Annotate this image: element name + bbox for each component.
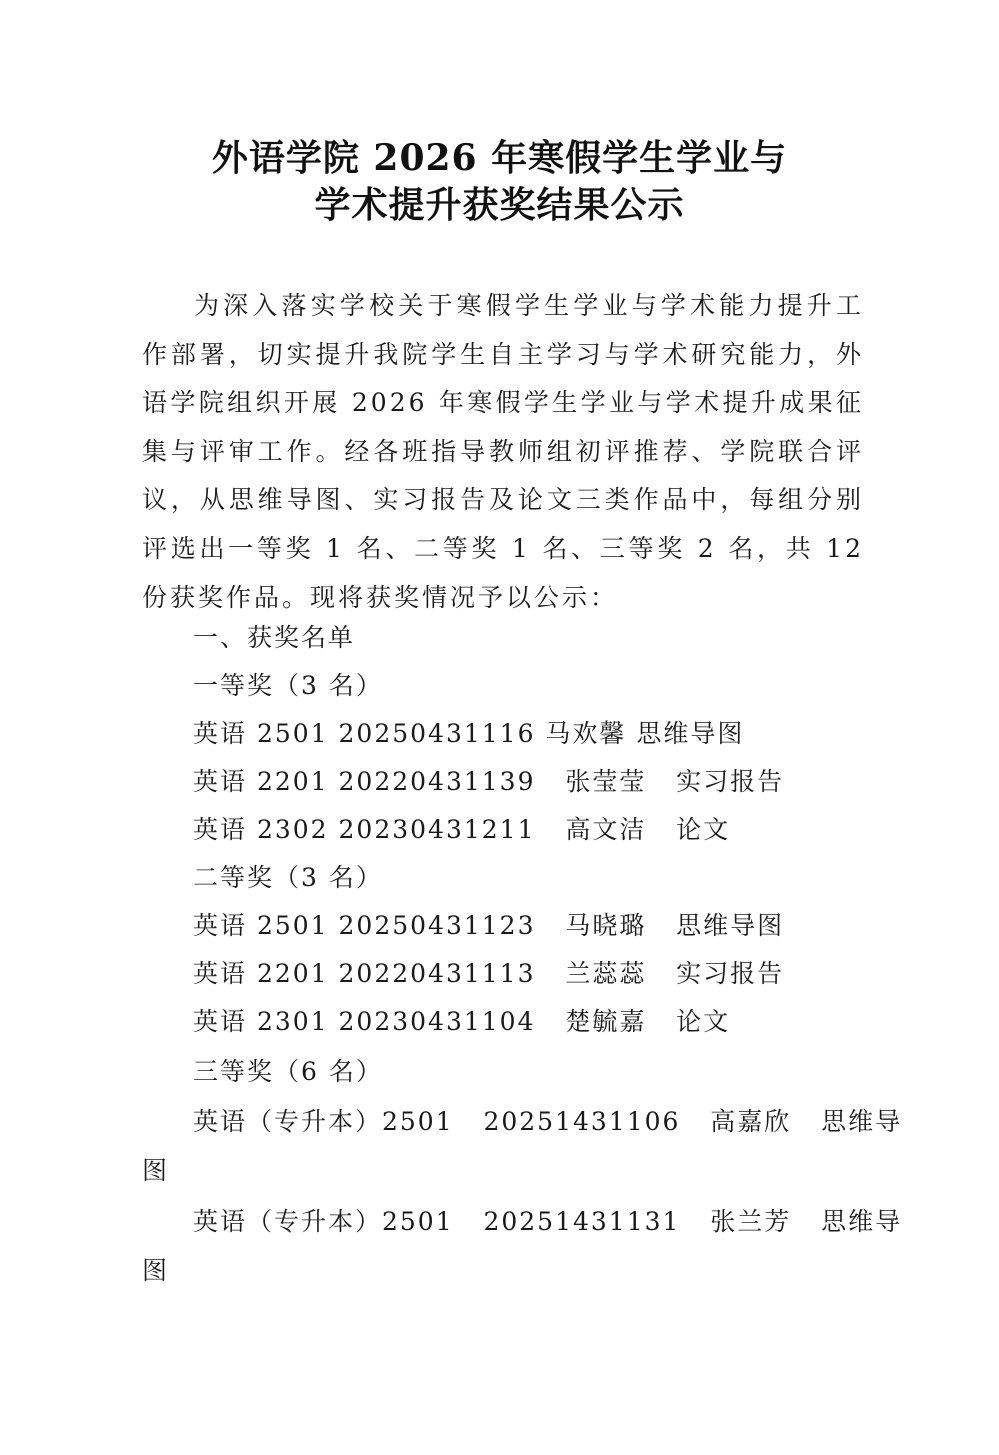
- second-prize-entry: 英语 2501 20250431123 马晓璐 思维导图: [193, 911, 785, 940]
- second-prize-entry: 英语 2201 20220431113 兰蕊蕊 实习报告: [193, 959, 785, 988]
- first-prize-entry: 英语 2302 20230431211 高文洁 论文: [193, 815, 731, 844]
- first-prize-heading: 一等奖（3 名）: [193, 671, 383, 700]
- document-title-line-1: 外语学院 2026 年寒假学生学业与: [211, 137, 788, 179]
- second-prize-heading: 二等奖（3 名）: [193, 863, 383, 892]
- first-prize-entry: 英语 2201 20220431139 张莹莹 实习报告: [193, 767, 785, 796]
- first-prize-entry: 英语 2501 20250431116 马欢馨 思维导图: [193, 719, 745, 748]
- third-prize-entry-continuation: 图: [142, 1156, 168, 1185]
- third-prize-entry: 英语（专升本）2501 20251431131 张兰芳 思维导: [193, 1207, 903, 1236]
- document-title-line-2: 学术提升获奖结果公示: [314, 184, 685, 226]
- section-heading-award-list: 一、获奖名单: [193, 623, 356, 652]
- third-prize-heading: 三等奖（6 名）: [193, 1057, 383, 1086]
- third-prize-entry: 英语（专升本）2501 20251431106 高嘉欣 思维导: [193, 1107, 903, 1136]
- third-prize-entry-continuation: 图: [142, 1256, 168, 1285]
- second-prize-entry: 英语 2301 20230431104 楚毓嘉 论文: [193, 1007, 731, 1036]
- intro-paragraph: 为深入落实学校关于寒假学生学业与学术能力提升工作部署，切实提升我院学生自主学习与学术研究能力，外语学院组织开展 2026 年寒假学生学业与学术提升成果征集与评审工作。经各班指导教师组初评推荐、学院联合评议，从思维导图、实习报告及论文三类作品中，每组分别评选出一等奖 1 名、二等奖 1 名、三等奖 2 名，共 12 份获奖作品。现将获奖情况予以公示：: [142, 291, 864, 612]
